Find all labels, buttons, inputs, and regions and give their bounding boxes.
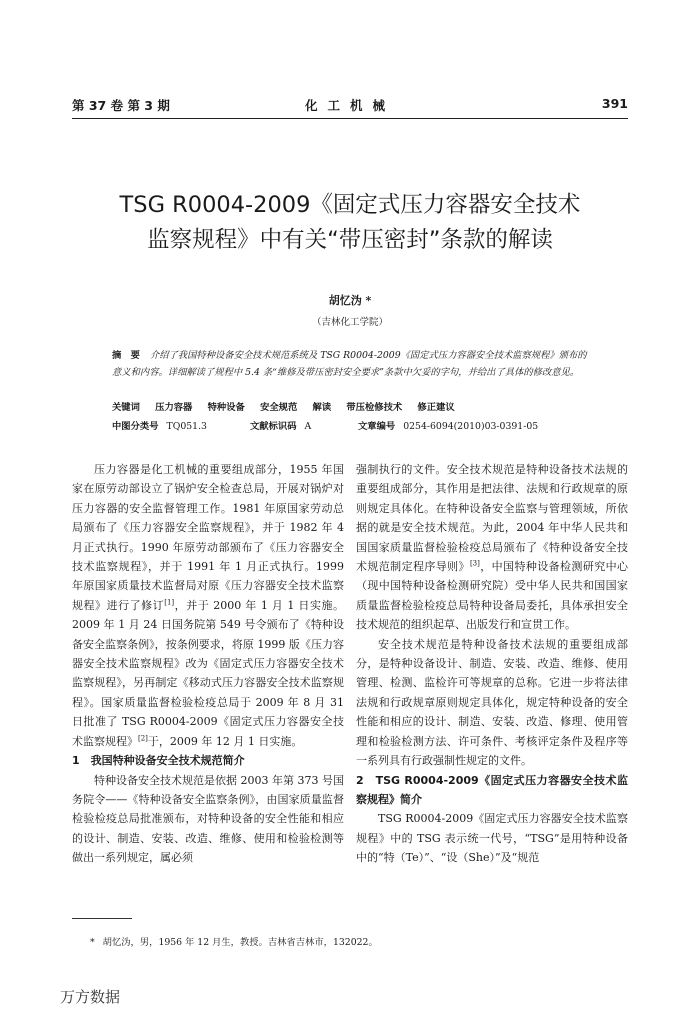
clc-label: 中图分类号 <box>112 421 159 432</box>
doc-label: 文献标识码 <box>250 421 297 432</box>
title-line-2: 监察规程》中有关“带压密封”条款的解读 <box>147 227 553 253</box>
keyword: 带压检修技术 <box>346 402 403 413</box>
keyword: 修正建议 <box>417 402 455 413</box>
footnote-text: 胡忆沩，男，1956 年 12 月生，教授。吉林省吉林市，132022。 <box>102 937 378 948</box>
watermark: 万方数据 <box>60 988 121 1006</box>
article-number <box>358 418 538 432</box>
clc-number <box>112 418 207 432</box>
keyword: 特种设备 <box>207 402 245 413</box>
article-label: 文章编号 <box>358 421 396 432</box>
footnote-marker: * <box>90 937 95 948</box>
keyword: 安全规范 <box>260 402 298 413</box>
title-line-1: TSG R0004-2009《固定式压力容器安全技术 <box>119 192 581 218</box>
doc-value: A <box>304 421 312 432</box>
volume-issue: 第 37 卷 第 3 期 <box>72 98 170 113</box>
abstract <box>112 348 592 381</box>
citation-ref[interactable]: [1] <box>164 598 175 607</box>
keyword: 压力容器 <box>155 402 193 413</box>
header-rule <box>72 118 628 119</box>
section-heading-1: 1 我国特种设备安全技术规范简介 <box>72 754 245 768</box>
abstract-text: 介绍了我国特种设备安全技术规范系统及 TSG R0004-2009《固定式压力容器安全技术监察规程》颁布的意义和内容。详细解读了规程中 5.4 条“维修及带压密封安全要求”条款中欠妥的字句，并给出了具体的修改意见。 <box>112 350 587 378</box>
paragraph: 强制执行的文件。安全技术规范是特种设备技术法规的重要组成部分，其作用是把法律、法规和行政规章的原则规定具体化。在特种设备安全监察与管理领域，所依据的就是安全技术规范。为此，2004 年中华人民共和国国家质量监督检验检疫总局颁布了《特种设备安全技术规范制定程序导则》[3]，中国特种设备检测研究中心（现中国特种设备检测研究院）受中华人民共和国国家质量监督检验检疫总局特种设备局委托，具体承担安全技术规范的组织起草、出版发行和宣贯工作。 <box>356 463 629 632</box>
running-head <box>72 96 628 116</box>
paragraph: 特种设备安全技术规范是依据 2003 年第 373 号国务院令——《特种设备安全监察条例》，由国家质量监督检验检疫总局批准颁布，对特种设备的安全性能和相应的设计、制造、安装、改造、维修、使用和检验检测等做出一系列规定，属必须 <box>72 773 344 865</box>
paragraph: 安全技术规范是特种设备技术法规的重要组成部分，是特种设备设计、制造、安装、改造、维修、使用管理、检测、监检许可等规章的总称。它进一步将法律法规和行政规章原则规定具体化，规定特种设备的安全性能和相应的设计、制造、安装、改造、修理、使用管理和检验检测方法、许可条件、考核评定条件及程序等一系列具有行政强制性规定的文件。 <box>356 637 628 768</box>
section-heading-2: 2 TSG R0004-2009《固定式压力容器安全技术监察规程》简介 <box>356 773 628 806</box>
citation-ref[interactable]: [3] <box>469 559 480 568</box>
article-value: 0254-6094(2010)03-0391-05 <box>403 421 539 432</box>
citation-ref[interactable]: [2] <box>138 734 148 743</box>
affiliation: （吉林化工学院） <box>311 317 388 328</box>
keywords <box>112 399 592 413</box>
doc-code <box>250 418 311 432</box>
keywords-label: 关键词 <box>112 402 140 413</box>
journal-name: 化工机械 <box>304 98 395 113</box>
keyword: 解读 <box>312 402 332 413</box>
author: 胡忆沩 * <box>328 294 372 307</box>
clc-value: TQ051.3 <box>166 421 207 432</box>
footnote <box>90 934 378 948</box>
article-title <box>60 188 640 258</box>
page-number: 391 <box>601 96 628 111</box>
body-column-right <box>356 460 628 868</box>
abstract-label: 摘 要 <box>112 350 140 361</box>
footnote-rule <box>72 918 132 919</box>
paragraph: 压力容器是化工机械的重要组成部分，1955 年国家在原劳动部设立了锅炉安全检查总局，开展对锅炉对压力容器的安全监督管理工作。1981 年原国家劳动总局颁布了《压力容器安全监察规程》，并于 1982 年 4 月正式执行。1990 年原劳动部颁布了《压力容器安全技术监察规程》，并于 1991 年 1 月正式执行。1999 年原国家质量技术监督局对原《压力容器安全技术监察规程》进行了修订[1]，并于 2000 年 1 月 1 日实施。2009 年 1 月 24 日国务院第 549 号令颁布了《特种设备安全监察条例》，按条例要求，将原 1999 版《压力容器安全技术监察规程》改为《固定式压力容器安全技术监察规程》，另再制定《移动式压力容器安全技术监察规程》。国家质量监督检验检疫总局于 2009 年 8 月 31 日批准了 TSG R0004-2009《固定式压力容器安全技术监察规程》[2]于，2009 年 12 月 1 日实施。 <box>72 463 344 748</box>
body-column-left <box>72 460 344 868</box>
paragraph: TSG R0004-2009《固定式压力容器安全技术监察规程》中的 TSG 表示统一代号，“TSG”是用特种设备中的“特（Te）”、“设（She）”及“规范 <box>356 812 628 865</box>
